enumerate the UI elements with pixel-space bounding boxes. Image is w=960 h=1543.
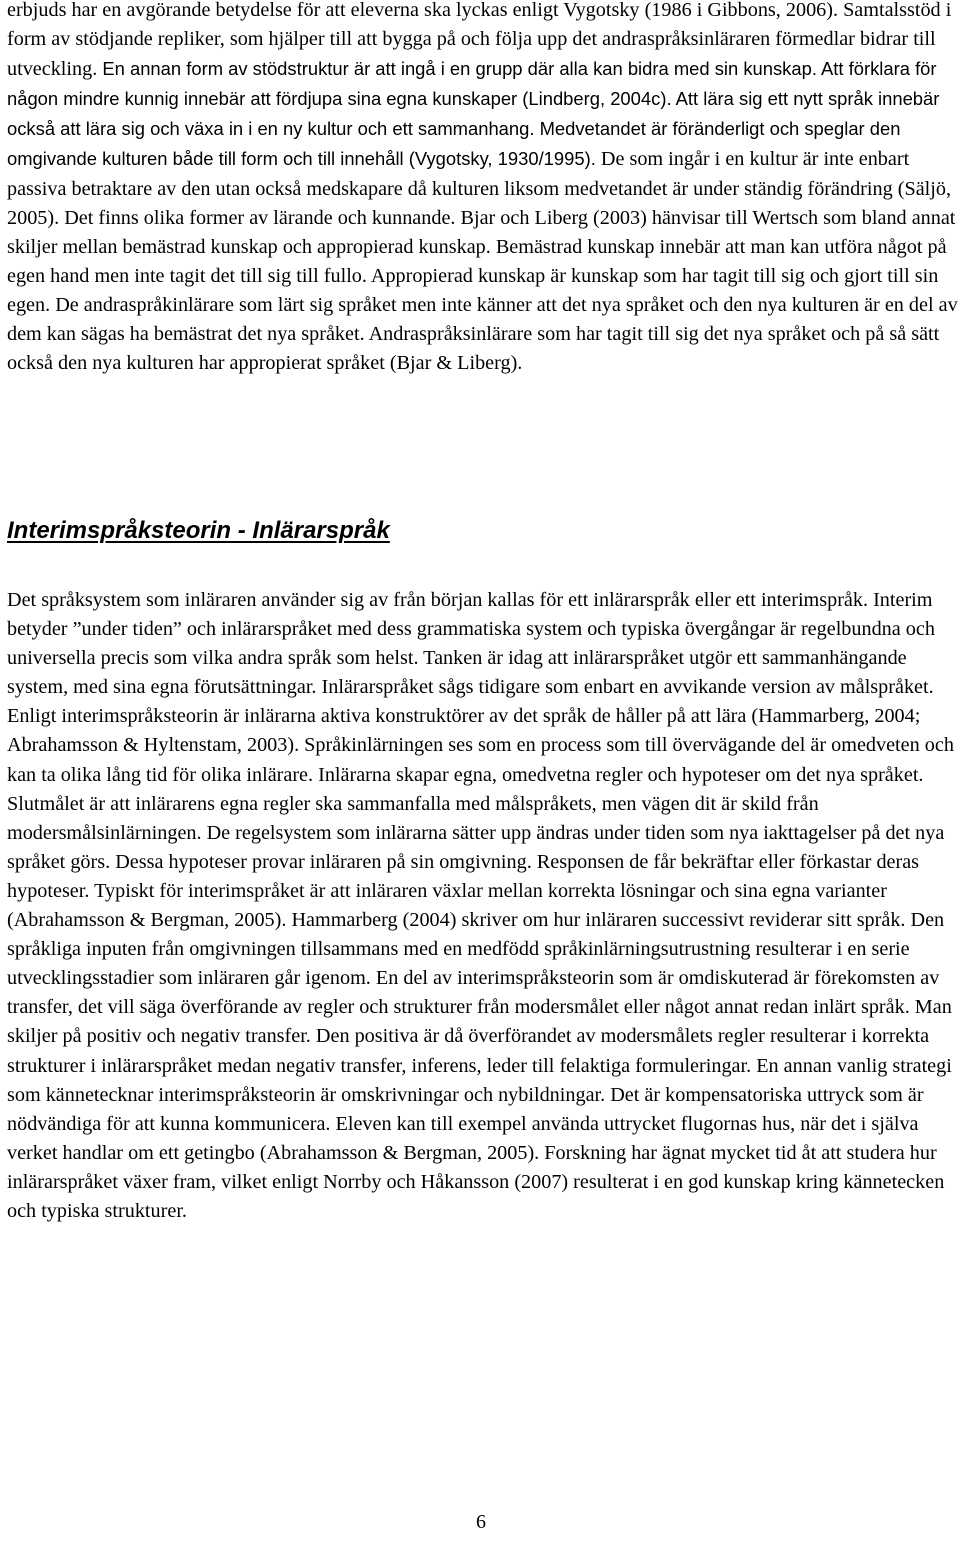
paragraph-intro-part-2: En annan form av stödstruktur är att ingå i en grupp där alla kan bidra med sin kunskap. Att förklara för någon mindre kunnig innebär att fördjupa sina egna kunskaper (Lindberg, 2004c). Att lära sig ett nytt språk innebär också att lära sig och växa in i en ny kultur och ett sammanhang. Medvetandet är föränderligt och speglar den omgivande kulturen både till form och till innehåll (Vygotsky, 1930/1995).	[7, 58, 940, 170]
paragraph-body: Det språksystem som inläraren använder sig av från början kallas för ett inlärarspråk eller ett interimspråk. Interim betyder ”under tiden” och inlärarspråket med dess grammatiska system och typiska övergångar är regelbundna och universella precis som vilka andra språk som helst. Tanken är idag att inlärarspråket utgör ett sammanhängande system, med sina egna förutsättningar. Inlärarspråket sågs tidigare som enbart en avvikande version av målspråket. Enligt interimspråksteorin är inlärarna aktiva konstruktörer av det språk de håller på att lära (Hammarberg, 2004; Abrahamsson & Hyltenstam, 2003). Språkinlärningen ses som en process som till övervägande del är omedveten och kan ta olika lång tid för olika inlärare. Inlärarna skapar egna, omedvetna regler och hypoteser om det nya språket. Slutmålet är att inlärarens egna regler ska sammanfalla med målspråkets, men vägen dit är skild från modersmålsinlärningen. De regelsystem som inlärarna sätter upp ändras under tiden som nya iakttagelser på det nya språket görs. Dessa hypoteser provar inläraren på sin omgivning. Responsen de får bekräftar eller förkastar deras hypoteser. Typiskt för interimspråket är att inläraren växlar mellan korrekta lösningar och sina egna varianter (Abrahamsson & Bergman, 2005). Hammarberg (2004) skriver om hur inläraren successivt reviderar sitt språk. Den språkliga inputen från omgivningen tillsammans med en medfödd språkinlärningsutrustning resulterar i en serie utvecklingsstadier som inläraren går igenom. En del av interimspråksteorin som är omdiskuterad är förekomsten av transfer, det vill säga överförande av regler och strukturer från modersmålet eller något annat redan inlärt språk. Man skiljer på positiv och negativ transfer. Den positiva är då överförandet av modersmålets regler resulterar i korrekta strukturer i inlärarspråket medan negativ transfer, inferens, leder till felaktiga formuleringar. En annan vanlig strategi som kännetecknar interimspråksteorin är omskrivningar och nybildningar. Det är kompensatoriska uttryck som är nödvändiga för att kunna kommunicera. Eleven kan till exempel använda uttrycket flugornas hus, när det i själva verket handlar om ett getingbo (Abrahamsson & Bergman, 2005). Forskning har ägnat mycket tid åt att studera hur inlärarspråket växer fram, vilket enligt Norrby och Håkansson (2007) resulterat i en god kunskap kring kännetecken och typiska strukturer.	[7, 589, 954, 1222]
paragraph-intro-part-1: erbjuds har en avgörande betydelse för att eleverna ska lyckas enligt Vygotsky (1986 i Gibbons, 2006). Samtalsstöd i form av stödjande repliker, som hjälper till att bygga på och följa upp det andraspråksinläraren förmedlar bidrar till utveckling.	[7, 0, 952, 81]
page-number: 6	[476, 1511, 486, 1533]
paragraph-intro-part-3: De som ingår i en kultur är inte enbart passiva betraktare av den utan också medskapare då kulturen liksom medvetandet är under ständig förändring (Säljö, 2005). Det finns olika former av lärande och kunnande. Bjar och Liberg (2003) hänvisar till Wertsch som bland annat skiljer mellan bemästrad kunskap och appropierad kunskap. Bemästrad kunskap innebär att man kan utföra något på egen hand men inte tagit det till sig till fullo. Appropierad kunskap är kunskap som har tagit till sig och gjort till sin egen. De andraspråkinlärare som lärt sig språket men inte känner att det nya språket och den nya kulturen är en del av dem kan sägas ha bemästrat det nya språket. Andraspråksinlärare som har tagit till sig det nya språket och på så sätt också den nya kulturen har appropierat språket (Bjar & Liberg).	[7, 148, 958, 375]
paragraph-intro	[7, 0, 960, 378]
section-heading: Interimspråksteorin - Inlärarspråk	[7, 517, 390, 544]
